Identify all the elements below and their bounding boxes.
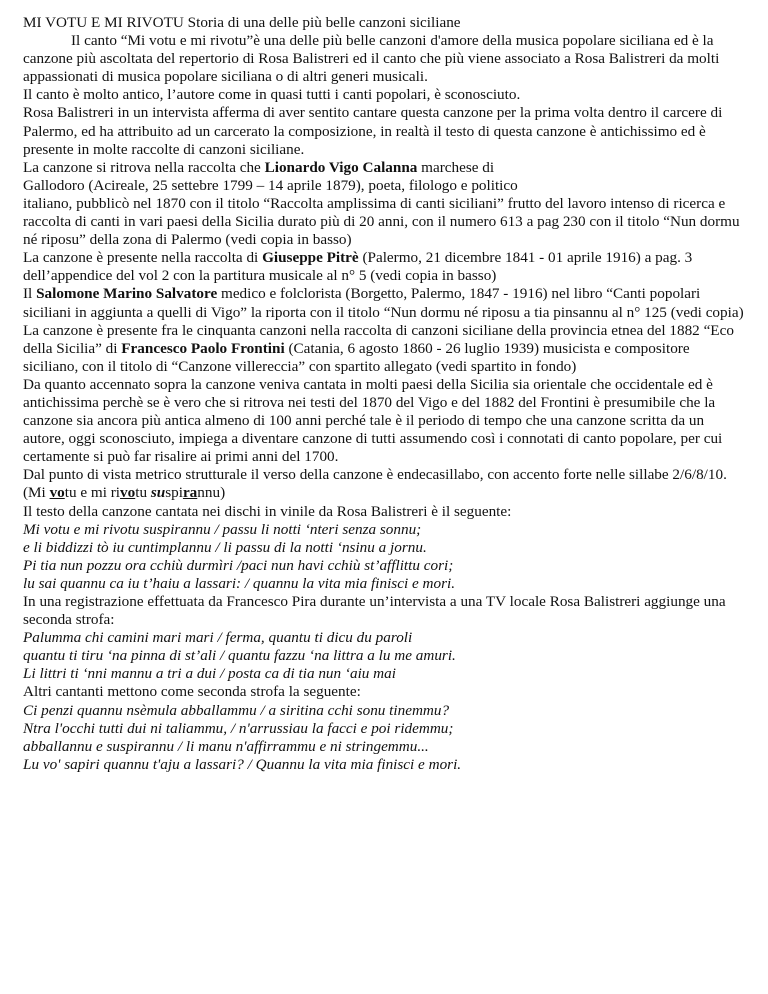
frontini-name: Francesco Paolo Frontini — [121, 339, 285, 357]
verse-line: Pi tia nun pozzu ora cchiù durmìri /paci nun havi cchiù st’afflittu cori; — [23, 556, 454, 574]
verse-line: e li biddizzi tò iu cuntimplannu / li passu di la notti ‘nsinu a jornu. — [23, 538, 427, 556]
verse-line: Lu vo' sapiri quannu t'aju a lassari? / Quannu la vita mia finisci e mori. — [23, 755, 462, 773]
vigo-text-d: Gallodoro (Acireale, 25 settebre 1799 – 14 aprile 1879), poeta, filologo e politico — [23, 176, 518, 194]
verse-line: Palumma chi camini mari mari / ferma, quantu ti dicu du paroli — [23, 629, 413, 647]
paragraph-metrics — [23, 466, 745, 502]
metrics-text-e: nnu) — [197, 484, 226, 502]
paragraph-frontini — [23, 322, 745, 376]
accent-ra: ra — [182, 484, 198, 502]
paragraph-interview: Rosa Balistreri in un intervista afferma di aver sentito cantare questa canzone per la prima volta dentro il carcere di Palermo, ed ha attribuito ad un carcerato la composizione, in realtà il testo di questa canzone è antichissimo ed è presente in molte raccolte di canzoni siciliane. — [23, 104, 723, 158]
paragraph-intro: Il canto “Mi votu e mi rivotu”è una delle più belle canzoni d'amore della musica popolare siciliana ed è la canzone più ascoltata del repertorio di Rosa Balistreri ed il canto che più viene associato a Rosa Balistreri da molti appassionati di musica popolare siciliana o di altri generi musicali. — [23, 32, 720, 86]
metrics-text-b: tu e mi ri — [64, 484, 121, 502]
verse-3 — [23, 702, 745, 774]
metrics-text-a: Dal punto di vista metrico strutturale il verso della canzone è endecasillabo, con accento forte nelle sillabe 2/6/8/10. (Mi — [23, 466, 727, 502]
salomone-text-a: Il — [23, 285, 37, 303]
verse-2 — [23, 629, 745, 683]
paragraph-other-singers: Altri cantanti mettono come seconda strofa la seguente: — [23, 683, 361, 701]
paragraph-author: Il canto è molto antico, l’autore come in quasi tutti i canti popolari, è sconosciuto. — [23, 86, 521, 104]
verse-line: quantu ti tiru ‘na pinna di st’ali / quantu fazzu ‘na littra a lu me amuri. — [23, 647, 456, 665]
metrics-text-d: spi — [165, 484, 183, 502]
vigo-text-c: marchese di — [417, 158, 495, 176]
paragraph-pira: In una registrazione effettuata da Francesco Pira durante un’intervista a una TV locale Rosa Balistreri aggiunge una seconda strofa: — [23, 593, 726, 629]
salomone-text-c: medico e folclorista (Borgetto, Palermo, 1847 - 1916) nel libro “Canti popolari siciliani in aggiunta a quelli di Vigo” la riporta con il titolo “Nun dormu né riposu a tia pinsannu al n° 125 (vedi copia) — [23, 285, 744, 321]
pitre-text-c: (Palermo, 21 dicembre 1841 - 01 aprile 1916) a pag. 3 dell’appendice del vol 2 con la partitura musicale al n° 5 (vedi copia in basso) — [23, 249, 693, 285]
verse-line: Ci penzi quannu nsèmula abballammu / a siritina cchi sonu tinemmu? — [23, 701, 450, 719]
verse-line: Mi votu e mi rivotu suspirannu / passu li notti ‘nteri senza sonnu; — [23, 520, 422, 538]
verse-line: abballannu e suspirannu / li manu n'affirrammu e ni stringemmu... — [23, 737, 429, 755]
metrics-text-c: tu — [135, 484, 151, 502]
paragraph-lyrics-intro: Il testo della canzone cantata nei dischi in vinile da Rosa Balistreri è il seguente: — [23, 502, 512, 520]
paragraph-vigo — [23, 159, 745, 249]
verse-line: Li littri ti ‘nni mannu a tri a dui / posta ca di tia nun ‘aiu mai — [23, 665, 396, 683]
vigo-name: Lionardo Vigo Calanna — [264, 158, 418, 176]
verse-line: Ntra l'occhi tutti dui ni taliammu, / n'arrussiau la facci e poi ridemmu; — [23, 719, 454, 737]
salomone-name: Salomone Marino Salvatore — [36, 285, 218, 303]
accent-vo-2: vo — [120, 484, 136, 502]
accent-vo: vo — [49, 484, 65, 502]
paragraph-salomone — [23, 285, 745, 321]
document-title: MI VOTU E MI RIVOTU Storia di una delle più belle canzoni siciliane — [23, 14, 461, 31]
frontini-text-c: (Catania, 6 agosto 1860 - 26 luglio 1939) musicista e compositore siciliano, con il titolo di “Canzone villereccia” con spartito allegato (vedi spartito in fondo) — [23, 339, 690, 375]
pitre-text-a: La canzone è presente nella raccolta di — [23, 249, 263, 267]
frontini-text-a: La canzone è presente fra le cinquanta canzoni nella raccolta di canzoni siciliane della provincia etnea del 1882 “Eco della Sicilia” di — [23, 321, 734, 357]
vigo-text-e: italiano, pubblicò nel 1870 con il titolo “Raccolta amplissima di canti siciliani” frutto del lavoro intenso di ricerca e raccolta di canti in vari paesi della Sicilia durato più di 20 anni, con il numero 613 a pag 230 con il titolo “Nun dormu né riposu” della zona di Palermo (vedi copia in basso) — [23, 194, 740, 249]
verse-1 — [23, 521, 745, 593]
pitre-name: Giuseppe Pitrè — [262, 249, 359, 267]
accent-su: su — [150, 484, 166, 502]
vigo-text-a: La canzone si ritrova nella raccolta che — [23, 158, 265, 176]
paragraph-antiquity: Da quanto accennato sopra la canzone veniva cantata in molti paesi della Sicilia sia orientale che occidentale ed è antichissima perchè se è vero che si ritrova nei testi del 1870 del Vigo e del 1882 del Frontini è presumibile che la canzone sia ancora più antica almeno di 100 anni perché tale è il periodo di tempo che una canzone scritta da un autore, oggi sconosciuto, impiega a diventare canzone di tutti assumendo così i connotati di canto popolare, per cui certamente si può far risalire ai primi anni del 1700. — [23, 375, 723, 466]
document-page — [23, 14, 745, 774]
verse-line: lu sai quannu ca iu t’haiu a lassari: / quannu la vita mia finisci e mori. — [23, 574, 455, 592]
paragraph-pitre — [23, 249, 745, 285]
